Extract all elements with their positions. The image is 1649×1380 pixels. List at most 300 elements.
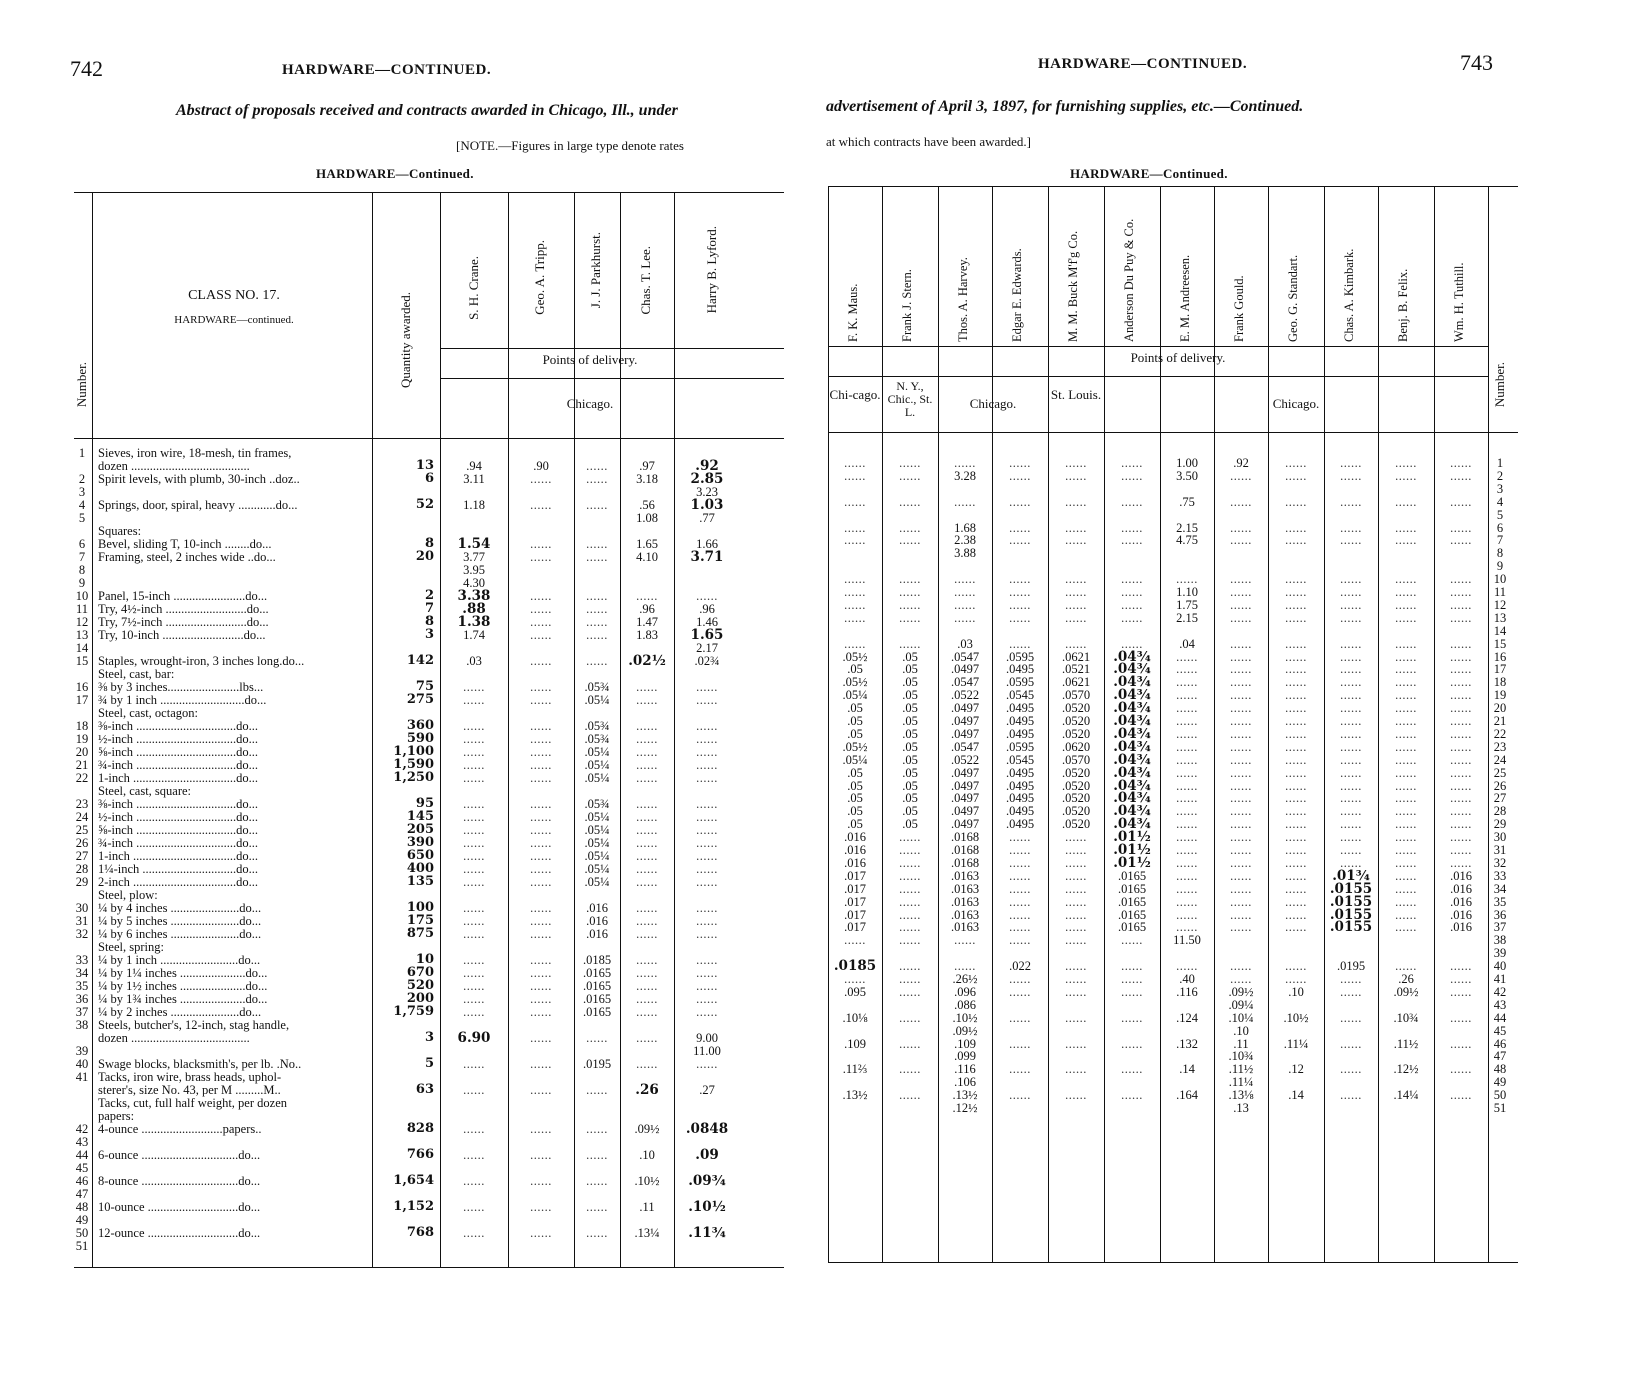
- row-number: 37: [75, 1005, 89, 1019]
- bid-cell: .13½: [842, 1088, 868, 1103]
- bid-cell: ......: [463, 693, 485, 707]
- bid-cell: ......: [899, 1010, 921, 1025]
- bid-cell: ......: [1065, 907, 1087, 922]
- bid-cell: 3.71: [690, 549, 724, 565]
- bid-cell: 1.54: [457, 536, 491, 552]
- row-number: 13: [75, 628, 89, 642]
- bid-cell: ......: [899, 984, 921, 999]
- bid-cell: .11⅔: [842, 1062, 868, 1077]
- item-description: Try, 10-inch ..........................do...: [98, 628, 266, 642]
- bid-cell: ......: [1285, 778, 1307, 793]
- bid-cell: ......: [1395, 739, 1417, 754]
- bid-cell: ......: [1065, 894, 1087, 909]
- quantity-awarded: 3: [424, 627, 434, 642]
- bid-cell: ......: [1340, 984, 1362, 999]
- bid-cell: ......: [899, 894, 921, 909]
- bid-cell: ......: [1395, 649, 1417, 664]
- row-number: 3: [1496, 481, 1504, 496]
- class-subtitle: HARDWARE—continued.: [174, 314, 294, 326]
- bid-cell: ......: [1450, 1062, 1472, 1077]
- bid-cell: ......: [1285, 714, 1307, 728]
- bid-cell: ......: [586, 550, 608, 564]
- row-number: 23: [75, 797, 89, 811]
- bid-cell: ......: [1285, 675, 1307, 690]
- row-number: 48: [75, 1200, 89, 1214]
- bid-cell: ......: [586, 498, 608, 512]
- bid-cell: .05: [847, 804, 863, 819]
- table-row: [74, 1031, 784, 1045]
- row-number: 29: [75, 875, 89, 889]
- bid-cell: ......: [899, 907, 921, 922]
- bid-cell: ......: [586, 1083, 608, 1097]
- bid-cell: ......: [1450, 959, 1472, 974]
- bid-cell: ......: [1009, 494, 1031, 509]
- bid-cell: ......: [1065, 468, 1087, 483]
- table-row: [828, 637, 1518, 651]
- row-number: 41: [1493, 972, 1507, 986]
- table-row: [828, 856, 1518, 870]
- bid-cell: .13: [1233, 1101, 1249, 1115]
- item-description: dozen ......................................: [98, 459, 250, 473]
- bid-cell: ......: [1230, 791, 1252, 806]
- row-number: 36: [1493, 907, 1507, 922]
- bid-cell: ......: [1176, 714, 1198, 728]
- bid-cell: ......: [1065, 984, 1087, 999]
- bid-cell: .0595: [1005, 649, 1035, 664]
- bid-cell: ......: [1230, 610, 1252, 625]
- bid-cell: .0163: [950, 894, 980, 909]
- bid-cell: .05½: [842, 739, 868, 754]
- bid-cell: .016: [844, 843, 866, 857]
- item-description: 2-inch .................................do...: [98, 875, 259, 889]
- bid-cell: ......: [899, 855, 921, 870]
- bid-cell: ......: [1065, 610, 1087, 625]
- bid-cell: ......: [1230, 533, 1252, 548]
- bid-cell: 2.85: [690, 471, 724, 487]
- bid-cell: .05: [847, 765, 863, 780]
- table-row: [74, 654, 784, 668]
- bid-cell: .022: [1009, 959, 1031, 974]
- bid-cell: ......: [463, 901, 485, 915]
- bid-cell: .0545: [1005, 688, 1035, 703]
- row-number: 44: [75, 1148, 89, 1162]
- bid-cell: .11¼: [1283, 1036, 1309, 1051]
- item-description: Swage blocks, blacksmith's, per lb. .No..: [98, 1057, 302, 1071]
- bid-cell: .13¼: [634, 1226, 660, 1240]
- bid-cell: ......: [1340, 778, 1362, 793]
- bidder-2: J. J. Parkhurst.: [588, 232, 603, 309]
- bid-cell: ......: [1285, 468, 1307, 483]
- bid-cell: ......: [636, 901, 658, 915]
- bid-cell: ......: [954, 959, 976, 974]
- bid-cell: ......: [463, 1148, 485, 1162]
- table-row: [828, 688, 1518, 702]
- bid-cell: ......: [1450, 726, 1472, 741]
- bid-cell: .12: [1288, 1062, 1304, 1077]
- bid-cell: 3.11: [463, 472, 485, 486]
- quantity-awarded: 1,654: [393, 1173, 434, 1188]
- bid-cell: 3.18: [636, 472, 658, 486]
- bid-cell: ......: [1121, 494, 1143, 509]
- quantity-awarded: 205: [406, 822, 434, 837]
- bid-cell: .14¼: [1393, 1088, 1419, 1103]
- bid-cell: ......: [1230, 675, 1252, 690]
- bid-cell: ......: [844, 636, 866, 651]
- bid-cell: .0163: [950, 907, 980, 922]
- bid-cell: ......: [1340, 610, 1362, 625]
- bid-cell: .016: [1450, 894, 1472, 909]
- bid-cell: .0168: [950, 843, 980, 857]
- row-number: 8: [1496, 546, 1504, 561]
- bid-cell: ......: [530, 823, 552, 837]
- bid-cell: .016: [844, 855, 866, 870]
- bid-cell: .05: [902, 739, 918, 754]
- bid-cell: ......: [1121, 456, 1143, 470]
- bid-cell: ......: [1285, 688, 1307, 703]
- bid-cell: .016: [844, 830, 866, 845]
- row-number: 7: [1496, 533, 1504, 548]
- bid-cell: ......: [899, 959, 921, 974]
- bid-cell: .017: [844, 907, 866, 922]
- bid-cell: ......: [696, 797, 718, 811]
- bid-cell: ......: [530, 1200, 552, 1214]
- table-row: [828, 933, 1518, 947]
- table-row: [828, 766, 1518, 780]
- bid-cell: .0521: [1061, 662, 1091, 677]
- bid-cell: 3.95: [463, 563, 485, 577]
- bid-cell: ......: [1340, 791, 1362, 806]
- table-row: [828, 1011, 1518, 1025]
- bid-cell: ......: [1065, 920, 1087, 935]
- row-number: 1: [78, 446, 86, 460]
- bid-cell: ......: [696, 966, 718, 980]
- bid-cell: ......: [1285, 804, 1307, 819]
- bid-cell: ......: [1340, 855, 1362, 870]
- bid-cell: ......: [1395, 494, 1417, 509]
- bid-cell: ......: [1285, 855, 1307, 870]
- bid-cell: .05: [902, 765, 918, 780]
- bid-cell: .0165: [582, 979, 612, 993]
- bid-cell: ......: [1230, 855, 1252, 870]
- quantity-awarded: 590: [406, 731, 434, 746]
- bid-cell: .0185: [582, 953, 612, 967]
- bid-cell: ......: [696, 836, 718, 850]
- bid-cell: .0165: [1117, 881, 1147, 896]
- points-of-delivery: Points of delivery.: [1130, 350, 1226, 365]
- bid-cell: ......: [530, 979, 552, 993]
- bid-cell: .0163: [950, 920, 980, 935]
- bid-cell: ......: [530, 992, 552, 1006]
- quantity-awarded: 63: [415, 1082, 434, 1097]
- bid-cell: ......: [1230, 907, 1252, 922]
- row-number: 8: [78, 563, 86, 577]
- bid-cell: ......: [1176, 907, 1198, 922]
- item-description: Steel, plow:: [98, 888, 158, 902]
- item-description: ¼ by 1 inch .........................do...: [98, 953, 261, 967]
- bid-cell: .13½: [952, 1088, 978, 1103]
- bid-cell: ......: [1065, 972, 1087, 986]
- row-number: 19: [75, 732, 89, 746]
- bid-cell: ......: [1395, 778, 1417, 793]
- row-number: 15: [1493, 636, 1507, 651]
- bid-cell: ......: [899, 920, 921, 935]
- row-number: 24: [75, 810, 89, 824]
- bid-cell: .56: [639, 498, 655, 512]
- bid-cell: .05: [847, 778, 863, 793]
- bid-cell: ......: [636, 1005, 658, 1019]
- table-row: [828, 791, 1518, 805]
- quantity-awarded: 145: [406, 809, 434, 824]
- bid-cell: 2.38: [954, 533, 976, 548]
- bid-cell: ......: [1450, 456, 1472, 470]
- bid-cell: ......: [1176, 662, 1198, 677]
- bid-cell: ......: [1395, 456, 1417, 470]
- bid-cell: .10¾: [1228, 1049, 1254, 1064]
- row-number: 25: [75, 823, 89, 837]
- bid-cell: ......: [954, 933, 976, 948]
- row-number: 46: [1493, 1036, 1507, 1051]
- bid-cell: ......: [1285, 572, 1307, 587]
- bid-cell: .0848: [685, 1121, 729, 1137]
- bid-cell: 2.17: [696, 641, 718, 655]
- item-description: Steel, cast, octagon:: [98, 706, 198, 720]
- row-number: 13: [1493, 610, 1507, 625]
- row-number: 30: [1493, 830, 1507, 845]
- table-row: [828, 701, 1518, 715]
- bid-cell: 1.00: [1176, 456, 1198, 470]
- bid-cell: ......: [1450, 520, 1472, 535]
- row-number: 9: [78, 576, 86, 590]
- item-description: ¼ by 5 inches ......................do...: [98, 914, 262, 928]
- table-row: [828, 1075, 1518, 1089]
- bid-cell: .0185: [833, 958, 877, 975]
- row-number: 33: [1493, 868, 1507, 883]
- bid-cell: ......: [696, 758, 718, 772]
- bid-cell: .94: [466, 459, 482, 473]
- table-row: [74, 1083, 784, 1097]
- running-head: HARDWARE—CONTINUED.: [1038, 56, 1248, 72]
- bid-cell: .164: [1176, 1088, 1198, 1103]
- bid-cell: .10⅛: [842, 1010, 868, 1025]
- bid-cell: ......: [844, 468, 866, 483]
- bid-cell: ......: [696, 745, 718, 759]
- bid-cell: ......: [899, 1088, 921, 1103]
- bid-cell: .96: [639, 602, 655, 616]
- bid-cell: ......: [1285, 830, 1307, 845]
- bid-cell: ......: [1009, 520, 1031, 535]
- table-row: [828, 753, 1518, 767]
- bid-cell: ......: [1176, 778, 1198, 793]
- row-number: 27: [1493, 791, 1507, 806]
- bidder-9: Chas. A. Kimbark.: [1342, 248, 1356, 342]
- bid-cell: 9.00: [696, 1031, 718, 1045]
- note-text: [NOTE.—Figures in large type denote rates: [456, 138, 684, 153]
- bid-cell: ......: [1285, 959, 1307, 974]
- bid-cell: ......: [954, 597, 976, 612]
- quantity-awarded: 8: [424, 536, 434, 551]
- row-number: 4: [78, 498, 86, 512]
- row-number: 25: [1493, 765, 1507, 780]
- class-header: [104, 288, 364, 326]
- bidder-0: F. K. Maus.: [846, 283, 860, 342]
- bid-cell: ......: [899, 610, 921, 625]
- bid-cell: .0595: [1005, 675, 1035, 690]
- row-number: 33: [75, 953, 89, 967]
- bid-cell: 3.50: [1176, 468, 1198, 483]
- bid-cell: .0520: [1061, 714, 1091, 728]
- bid-cell: .0195: [1336, 959, 1366, 974]
- bid-cell: ......: [636, 875, 658, 889]
- bid-cell: ......: [1230, 572, 1252, 587]
- row-number: 29: [1493, 817, 1507, 832]
- quantity-awarded: 1,100: [393, 744, 434, 759]
- row-number: 22: [75, 771, 89, 785]
- bid-cell: .14: [1179, 1062, 1195, 1077]
- bid-cell: ......: [530, 927, 552, 941]
- row-number: 37: [1493, 920, 1507, 935]
- bid-cell: .26: [1398, 972, 1414, 986]
- row-number: 35: [75, 979, 89, 993]
- bid-cell: ......: [1230, 726, 1252, 741]
- bid-cell: .05¼: [584, 836, 610, 850]
- row-number: 31: [1493, 843, 1507, 857]
- bid-cell: .05: [902, 791, 918, 806]
- bid-cell: ......: [1009, 830, 1031, 845]
- bid-cell: .0520: [1061, 791, 1091, 806]
- bid-cell: .26½: [952, 972, 978, 986]
- bid-cell: ......: [844, 494, 866, 509]
- bid-cell: ......: [1395, 830, 1417, 845]
- bid-cell: .05¼: [584, 693, 610, 707]
- row-number: 34: [1493, 881, 1507, 896]
- bid-cell: ......: [636, 758, 658, 772]
- bid-cell: .04¾: [1113, 713, 1151, 729]
- item-description: 8-ounce ...............................do...: [98, 1174, 261, 1188]
- bid-cell: ......: [696, 862, 718, 876]
- table-row: [74, 771, 784, 785]
- bid-cell: ......: [1340, 572, 1362, 587]
- row-number: 38: [1493, 933, 1507, 948]
- bid-cell: ......: [1230, 881, 1252, 896]
- bid-cell: ......: [463, 1005, 485, 1019]
- bid-cell: .05¼: [584, 862, 610, 876]
- bid-cell: ......: [899, 585, 921, 599]
- bid-cell: ......: [1395, 675, 1417, 690]
- bid-cell: ......: [1121, 468, 1143, 483]
- item-description: ½-inch ................................do...: [98, 732, 259, 746]
- bid-cell: ......: [1450, 610, 1472, 625]
- table-row: [74, 1174, 784, 1188]
- bid-cell: ......: [1009, 533, 1031, 548]
- bid-cell: .0495: [1005, 714, 1035, 728]
- bid-cell: ......: [530, 797, 552, 811]
- bid-cell: ......: [696, 914, 718, 928]
- bid-cell: ......: [1176, 894, 1198, 909]
- bid-cell: ......: [1340, 649, 1362, 664]
- bid-cell: ......: [1340, 675, 1362, 690]
- bid-cell: ......: [463, 797, 485, 811]
- bid-cell: ......: [463, 966, 485, 980]
- bid-cell: ......: [1230, 520, 1252, 535]
- table-row: [74, 550, 784, 564]
- bid-cell: ......: [899, 1062, 921, 1077]
- bid-cell: ......: [1285, 610, 1307, 625]
- bid-cell: ......: [696, 992, 718, 1006]
- abstract-continuation: advertisement of April 3, 1897, for furnishing supplies, etc.—Continued.: [826, 98, 1304, 115]
- bid-cell: ......: [1065, 868, 1087, 883]
- bid-cell: 4.10: [636, 550, 658, 564]
- bid-cell: ......: [1009, 907, 1031, 922]
- bid-cell: .05: [902, 804, 918, 819]
- bid-cell: .04¾: [1113, 790, 1151, 807]
- bid-cell: .05: [847, 726, 863, 741]
- bid-cell: ......: [1450, 830, 1472, 845]
- bid-cell: .02¾: [694, 654, 720, 668]
- table-row: [828, 495, 1518, 509]
- bid-cell: ......: [1450, 791, 1472, 806]
- table-row: [828, 972, 1518, 986]
- bid-cell: ......: [1340, 533, 1362, 548]
- bid-cell: .13⅛: [1228, 1088, 1254, 1103]
- bid-cell: .0165: [582, 992, 612, 1006]
- bid-cell: .04¾: [1113, 738, 1151, 755]
- item-description: 1-inch .................................do...: [98, 771, 259, 785]
- bid-cell: ......: [1450, 636, 1472, 651]
- bid-cell: .05: [847, 701, 863, 716]
- quantity-awarded: 875: [406, 926, 434, 941]
- bid-cell: ......: [1176, 675, 1198, 690]
- row-number: 44: [1493, 1010, 1507, 1025]
- quantity-awarded: 828: [406, 1121, 434, 1136]
- row-number: 26: [75, 836, 89, 850]
- bid-cell: ......: [1009, 843, 1031, 857]
- bid-cell: .02½: [628, 653, 666, 669]
- bid-cell: .05¼: [584, 810, 610, 824]
- bid-cell: .01½: [1113, 854, 1151, 871]
- bid-cell: ......: [586, 1226, 608, 1240]
- bid-cell: .0155: [1329, 919, 1373, 936]
- bid-cell: ......: [1121, 1010, 1143, 1025]
- bid-cell: ......: [1230, 597, 1252, 612]
- bid-cell: ......: [844, 572, 866, 587]
- bid-cell: ......: [1285, 765, 1307, 780]
- item-description: 10-ounce .............................do...: [98, 1200, 261, 1214]
- bid-cell: ......: [1450, 649, 1472, 664]
- bid-cell: 3.88: [954, 546, 976, 561]
- bid-cell: .03: [466, 654, 482, 668]
- bid-cell: ......: [1230, 830, 1252, 845]
- row-number: 51: [1493, 1101, 1507, 1115]
- bid-cell: 4.75: [1176, 533, 1198, 548]
- bid-cell: ......: [1450, 675, 1472, 690]
- bid-cell: ......: [636, 823, 658, 837]
- item-description: ¾ by 1 inch ...........................do...: [98, 693, 267, 707]
- bid-cell: ......: [696, 875, 718, 889]
- bid-cell: ......: [1450, 855, 1472, 870]
- bid-cell: .0495: [1005, 778, 1035, 793]
- bid-cell: ......: [586, 1148, 608, 1162]
- bid-cell: ......: [1065, 855, 1087, 870]
- bid-cell: .09½: [1393, 984, 1419, 999]
- bid-cell: .109: [844, 1036, 866, 1051]
- bid-cell: ......: [1450, 778, 1472, 793]
- bid-cell: ......: [1285, 520, 1307, 535]
- bid-cell: ......: [1285, 920, 1307, 935]
- bid-cell: ......: [1340, 468, 1362, 483]
- bid-cell: .0522: [950, 752, 980, 767]
- bid-cell: ......: [463, 979, 485, 993]
- row-number: 7: [78, 550, 86, 564]
